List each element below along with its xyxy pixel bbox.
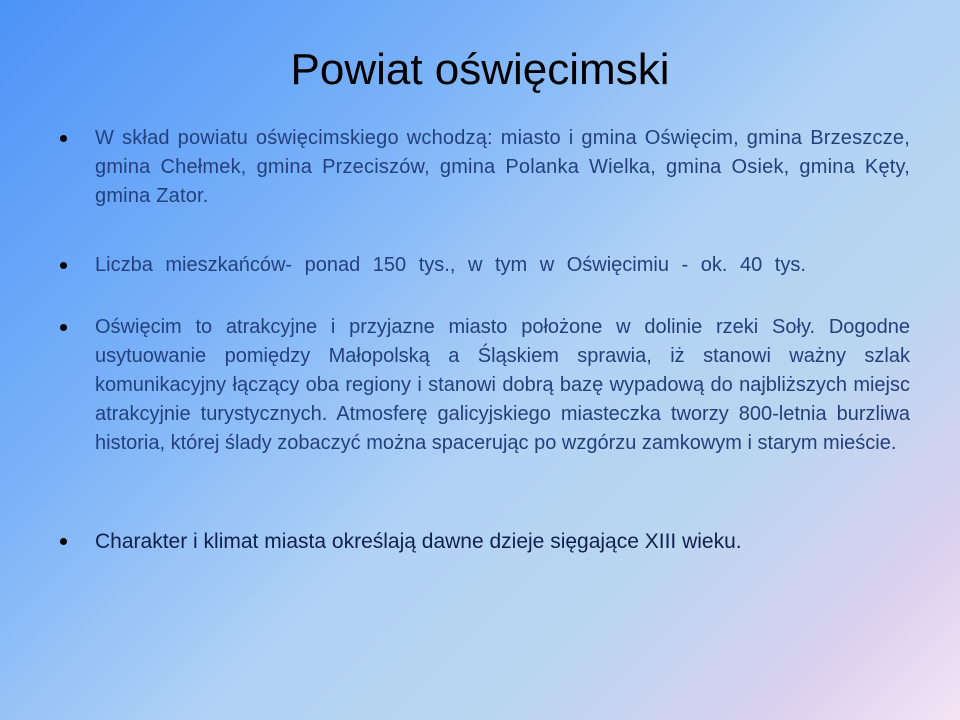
bullet-item-description (95, 313, 910, 458)
bullet-item-history (95, 527, 910, 556)
bullet-item-population (95, 251, 910, 280)
slide-title: Powiat oświęcimski (290, 45, 670, 94)
bullet-dot-icon (60, 538, 67, 545)
bullet-text: W skład powiatu oświęcimskiego wchodzą: miasto i gmina Oświęcim, gmina Brzeszcze, gmina Chełmek, gmina Przeciszów, gmina Polanka Wielka, gmina Osiek, gmina Kęty, gmina Zator. (95, 127, 910, 207)
bullet-dot-icon (60, 262, 67, 269)
bullet-text: Charakter i klimat miasta określają dawne dzieje sięgające XIII wieku. (95, 530, 742, 553)
bullet-dot-icon (60, 135, 67, 142)
bullet-text: Liczba mieszkańców- ponad 150 tys., w tym w Oświęcimiu - ok. 40 tys. (95, 254, 806, 276)
bullet-text: Oświęcim to atrakcyjne i przyjazne miasto położone w dolinie rzeki Soły. Dogodne usytuowanie pomiędzy Małopolską a Śląskiem sprawia, iż stanowi ważny szlak komunikacyjny łączący oba regiony i stanowi dobrą bazę wypadową do najbliższych miejsc atrakcyjnie turystycznych. Atmosferę galicyjskiego miasteczka tworzy 800-letnia burzliwa historia, której ślady zobaczyć można spacerując po wzgórzu zamkowym i starym mieście. (95, 316, 910, 454)
bullet-dot-icon (60, 324, 67, 331)
bullet-item-municipalities (95, 124, 910, 211)
